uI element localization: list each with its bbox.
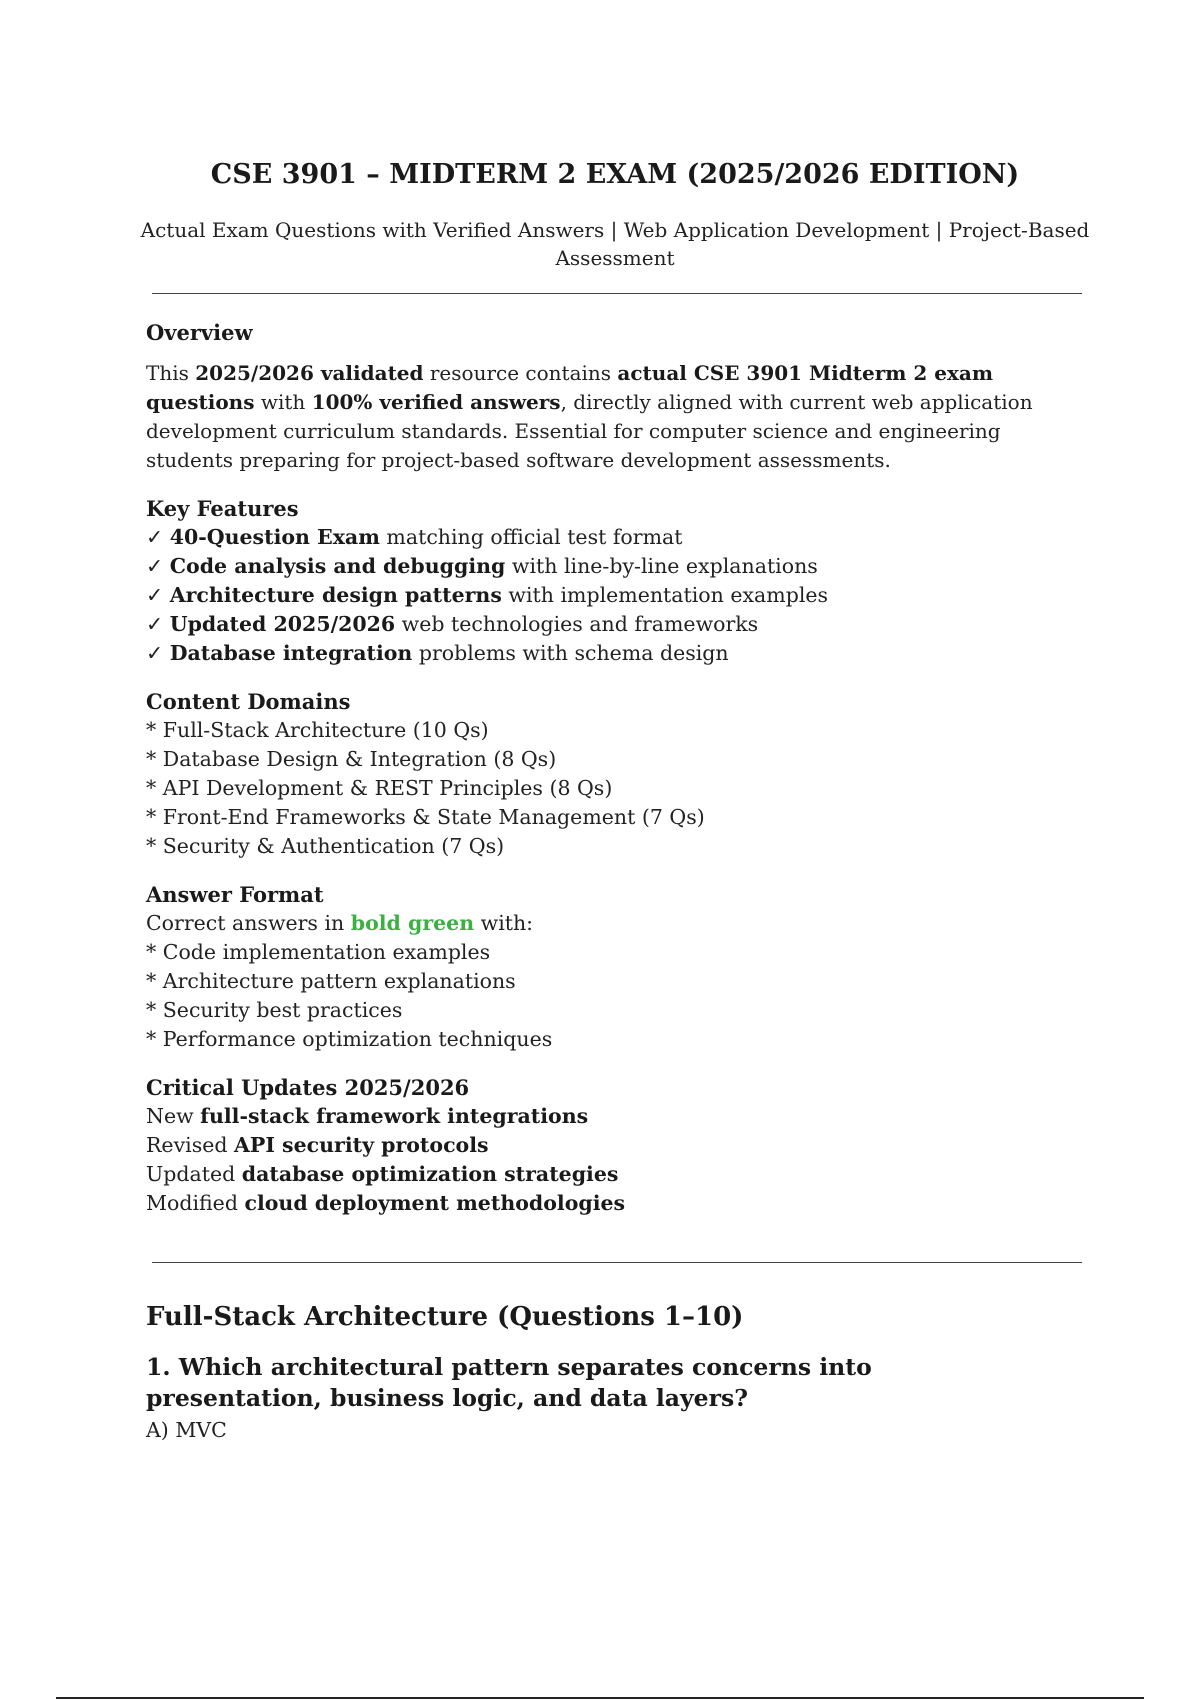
answer-format-item: * Performance optimization techniques (146, 1027, 553, 1051)
overview-text-intro: This (146, 361, 196, 385)
domain-item: * Security & Authentication (7 Qs) (146, 834, 505, 858)
feature-bold: Architecture design patterns (169, 583, 502, 607)
domain-item: * API Development & REST Principles (8 Qs) (146, 776, 613, 800)
check-icon: ✓ (146, 612, 164, 636)
feature-item (146, 639, 1086, 668)
feature-text: matching official test format (379, 525, 683, 549)
check-icon: ✓ (146, 554, 164, 578)
answer-format-section (146, 880, 1086, 1054)
answer-format-lead-post: with: (474, 911, 534, 935)
top-divider (152, 293, 1082, 294)
update-item (146, 1160, 1086, 1189)
feature-item (146, 581, 1086, 610)
overview-bold-2: actual CSE 3901 Midterm 2 exam questions (146, 361, 994, 414)
feature-text: web technologies and frameworks (395, 612, 759, 636)
feature-bold: 40-Question Exam (169, 525, 380, 549)
critical-updates-heading: Critical Updates 2025/2026 (146, 1075, 470, 1100)
domain-item: * Front-End Frameworks & State Management (7 Qs) (146, 805, 705, 829)
feature-text: with line-by-line explanations (505, 554, 818, 578)
answer-format-item: * Code implementation examples (146, 940, 491, 964)
content-domains-heading: Content Domains (146, 689, 351, 714)
overview-paragraph (146, 359, 1086, 475)
update-pre: Revised (146, 1133, 234, 1157)
overview-bold-3: 100% verified answers (311, 390, 561, 414)
overview-heading: Overview (146, 320, 253, 345)
update-item (146, 1102, 1086, 1131)
update-bold: database optimization strategies (241, 1162, 619, 1186)
update-pre: Updated (146, 1162, 242, 1186)
update-bold: cloud deployment methodologies (244, 1191, 626, 1215)
feature-item (146, 523, 1086, 552)
key-features-section (146, 494, 1086, 668)
domain-item: * Full-Stack Architecture (10 Qs) (146, 718, 489, 742)
check-icon: ✓ (146, 525, 164, 549)
page-title: CSE 3901 – MIDTERM 2 EXAM (2025/2026 EDITION) (210, 159, 1020, 190)
feature-bold: Code analysis and debugging (169, 554, 506, 578)
question-1: 1. Which architectural pattern separates concerns into presentation, business logic, and data layers? (146, 1353, 872, 1412)
page-bottom-border (56, 1697, 1144, 1699)
answer-format-lead-pre: Correct answers in (146, 911, 351, 935)
check-icon: ✓ (146, 641, 164, 665)
feature-text: with implementation examples (501, 583, 829, 607)
feature-text: problems with schema design (412, 641, 729, 665)
check-icon: ✓ (146, 583, 164, 607)
overview-text-2: with (254, 390, 312, 414)
key-features-heading: Key Features (146, 496, 299, 521)
domain-item: * Database Design & Integration (8 Qs) (146, 747, 557, 771)
update-item (146, 1131, 1086, 1160)
content-domains-section (146, 687, 1086, 861)
section-heading-full-stack: Full-Stack Architecture (Questions 1–10) (146, 1302, 744, 1332)
section-divider (152, 1262, 1082, 1263)
bold-green-text: bold green (350, 911, 475, 935)
overview-text-1: resource contains (423, 361, 618, 385)
answer-format-item: * Architecture pattern explanations (146, 969, 516, 993)
main-content (146, 318, 1086, 1218)
page-subtitle: Actual Exam Questions with Verified Answers | Web Application Development | Project-Based Assessment (140, 218, 1090, 270)
overview-section (146, 318, 1086, 475)
update-bold: API security protocols (234, 1133, 489, 1157)
critical-updates-section (146, 1073, 1086, 1218)
update-bold: full-stack framework integrations (200, 1104, 589, 1128)
feature-item (146, 610, 1086, 639)
answer-format-heading: Answer Format (146, 882, 324, 907)
feature-bold: Database integration (169, 641, 413, 665)
answer-format-item: * Security best practices (146, 998, 403, 1022)
update-pre: Modified (146, 1191, 245, 1215)
overview-bold-1: 2025/2026 validated (195, 361, 424, 385)
overview-text-3: , directly aligned with current web application development curriculum standards. Essential for computer science and engineering students preparing for project-based software development assessments. (146, 390, 1033, 472)
feature-item (146, 552, 1086, 581)
update-item (146, 1189, 1086, 1218)
question-1-option-a: A) MVC (146, 1418, 227, 1442)
feature-bold: Updated 2025/2026 (169, 612, 396, 636)
update-pre: New (146, 1104, 201, 1128)
answer-format-lead (146, 909, 1086, 938)
